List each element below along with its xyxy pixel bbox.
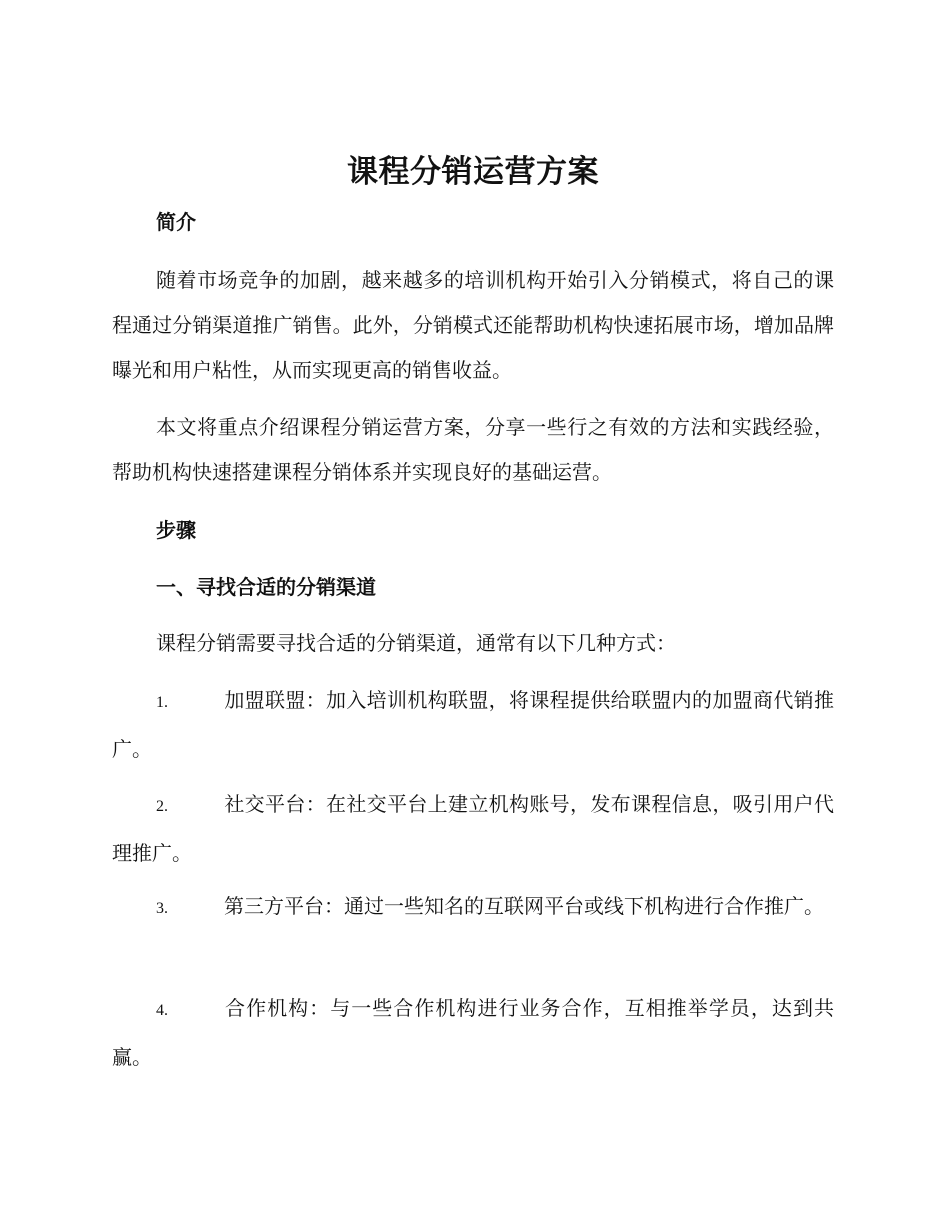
list-item-number: 1.	[156, 694, 168, 711]
section1-heading: 一、寻找合适的分销渠道	[156, 575, 376, 599]
section1-lead: 课程分销需要寻找合适的分销渠道，通常有以下几种方式：	[156, 631, 676, 655]
list-item-2	[112, 781, 834, 877]
list-item-4	[112, 985, 834, 1081]
list-item-text: 第三方平台：通过一些知名的互联网平台或线下机构进行合作推广。	[224, 894, 824, 918]
list-item-number: 3.	[156, 900, 168, 917]
intro-heading: 简介	[156, 210, 196, 234]
intro-paragraph-1: 随着市场竞争的加剧，越来越多的培训机构开始引入分销模式，将自己的课程通过分销渠道推广销售。此外，分销模式还能帮助机构快速拓展市场，增加品牌曝光和用户粘性，从而实现更高的销售收益。	[112, 268, 834, 382]
list-item-number: 2.	[156, 798, 168, 815]
list-item-text: 加盟联盟：加入培训机构联盟，将课程提供给联盟内的加盟商代销推广。	[112, 688, 834, 761]
list-item-3	[112, 883, 834, 932]
list-item-text: 合作机构：与一些合作机构进行业务合作，互相推举学员，达到共赢。	[112, 996, 834, 1069]
list-item-number: 4.	[156, 1002, 168, 1019]
steps-heading: 步骤	[156, 518, 196, 542]
list-item-1	[112, 677, 834, 773]
intro-paragraph-2: 本文将重点介绍课程分销运营方案，分享一些行之有效的方法和实践经验，帮助机构快速搭建课程分销体系并实现良好的基础运营。	[112, 415, 834, 484]
list-item-text: 社交平台：在社交平台上建立机构账号，发布课程信息，吸引用户代理推广。	[112, 792, 834, 865]
document-title: 课程分销运营方案	[347, 154, 599, 190]
